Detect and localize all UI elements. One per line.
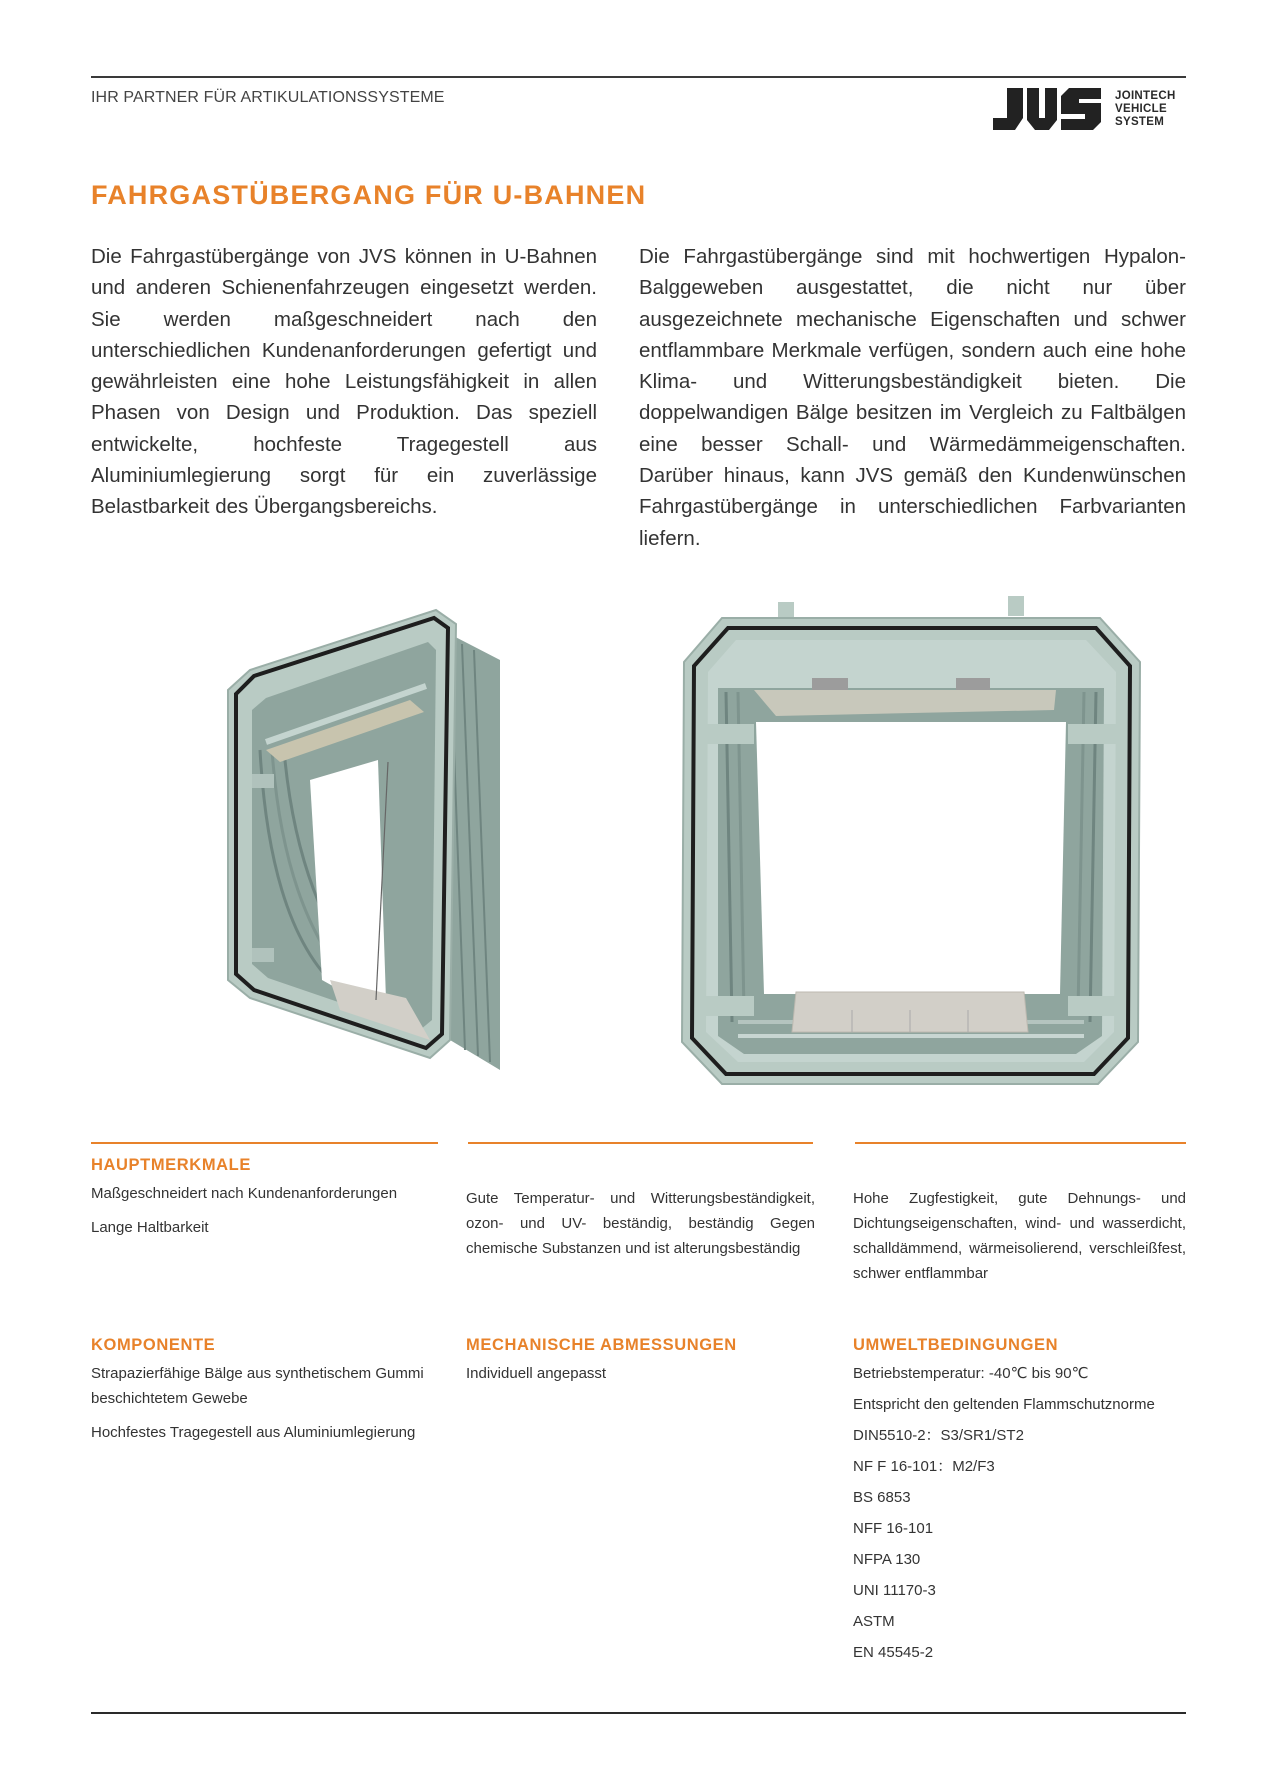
features-column-3 <box>853 1186 1186 1295</box>
feature-item: Gute Temperatur- und Witterungsbeständigkeit, ozon- und UV- beständig, beständig Gegen chemische Substanzen und ist alterungsbeständig <box>466 1190 815 1257</box>
features-column-1 <box>91 1156 440 1249</box>
footer-rule <box>91 1712 1186 1714</box>
components-heading: KOMPONENTE <box>91 1336 216 1354</box>
component-item: Hochfestes Tragegestell aus Aluminiumlegierung <box>91 1424 416 1441</box>
environment-item: EN 45545-2 <box>853 1644 934 1661</box>
gangway-angled-illustration-icon <box>210 600 500 1080</box>
components-section <box>91 1336 440 1454</box>
features-heading: HAUPTMERKMALE <box>91 1156 251 1174</box>
environment-item: Betriebstemperatur: -40℃ bis 90℃ <box>853 1365 1089 1382</box>
features-column-2 <box>466 1186 815 1270</box>
dimension-item: Individuell angepasst <box>466 1365 607 1382</box>
environment-item: UNI 11170-3 <box>853 1582 936 1599</box>
product-image-front <box>678 592 1144 1090</box>
environment-section <box>853 1336 1186 1671</box>
feature-item: Hohe Zugfestigkeit, gute Dehnungs- und Dichtungseigenschaften, wind- und wasserdicht, schalldämmend, wärmeisolierend, verschleißfest, schwer entflammbar <box>853 1190 1186 1282</box>
environment-item: ASTM <box>853 1613 895 1630</box>
feature-item: Maßgeschneidert nach Kundenanforderungen <box>91 1185 398 1202</box>
intro-paragraph-right: Die Fahrgastübergänge sind mit hochwertigen Hypalon-Balggeweben ausgestattet, die nicht nur über ausgezeichnete mechanische Eigenschaften und schwer entflammbare Merkmale verfügen, sondern auch eine hohe Klima- und Witterungsbeständigkeit bieten. Die doppelwandigen Bälge besitzen im Vergleich zu Faltbälgen eine besser Schall- und Wärmedämmeigenschaften. Darüber hinaus, kann JVS gemäß den Kundenwünschen Fahrgastübergänge in unterschiedlichen Farbvarianten liefern. <box>639 245 1186 550</box>
section-rule-3 <box>855 1142 1186 1144</box>
logo-wordmark <box>1115 90 1176 129</box>
company-logo <box>993 88 1176 130</box>
environment-item: NF F 16-101：M2/F3 <box>853 1458 995 1475</box>
environment-item: BS 6853 <box>853 1489 911 1506</box>
component-item: Strapazierfähige Bälge aus synthetischem Gummi beschichtetem Gewebe <box>91 1365 424 1407</box>
section-rule-2 <box>468 1142 813 1144</box>
jvs-logo-mark-icon <box>993 88 1105 130</box>
product-image-angled <box>210 600 500 1080</box>
intro-paragraph-left: Die Fahrgastübergänge von JVS können in U-Bahnen und anderen Schienenfahrzeugen eingesetzt werden. Sie werden maßgeschneidert nach den unterschiedlichen Kundenanforderungen gefertigt und gewährleisten eine hohe Leistungsfähigkeit in allen Phasen von Design und Produktion. Das speziell entwickelte, hochfeste Tragegestell aus Aluminiumlegierung sorgt für ein zuverlässige Belastbarkeit des Übergangsbereichs. <box>91 245 597 519</box>
logo-line-1: JOINTECH <box>1115 89 1176 102</box>
dimensions-section <box>466 1336 815 1395</box>
environment-item: NFF 16-101 <box>853 1520 934 1537</box>
environment-item: NFPA 130 <box>853 1551 921 1568</box>
logo-line-3: SYSTEM <box>1115 115 1165 128</box>
header-tagline: IHR PARTNER FÜR ARTIKULATIONSSYSTEME <box>91 89 445 106</box>
page-title: FAHRGASTÜBERGANG FÜR U-BAHNEN <box>91 180 647 210</box>
header-rule <box>91 76 1186 78</box>
logo-line-2: VEHICLE <box>1115 102 1167 115</box>
section-rule-1 <box>91 1142 438 1144</box>
gangway-front-illustration-icon <box>678 592 1144 1090</box>
environment-heading: UMWELTBEDINGUNGEN <box>853 1336 1059 1354</box>
environment-item: Entspricht den geltenden Flammschutznorme <box>853 1396 1155 1413</box>
environment-item: DIN5510-2：S3/SR1/ST2 <box>853 1427 1024 1444</box>
feature-item: Lange Haltbarkeit <box>91 1219 209 1236</box>
dimensions-heading: MECHANISCHE ABMESSUNGEN <box>466 1336 737 1354</box>
